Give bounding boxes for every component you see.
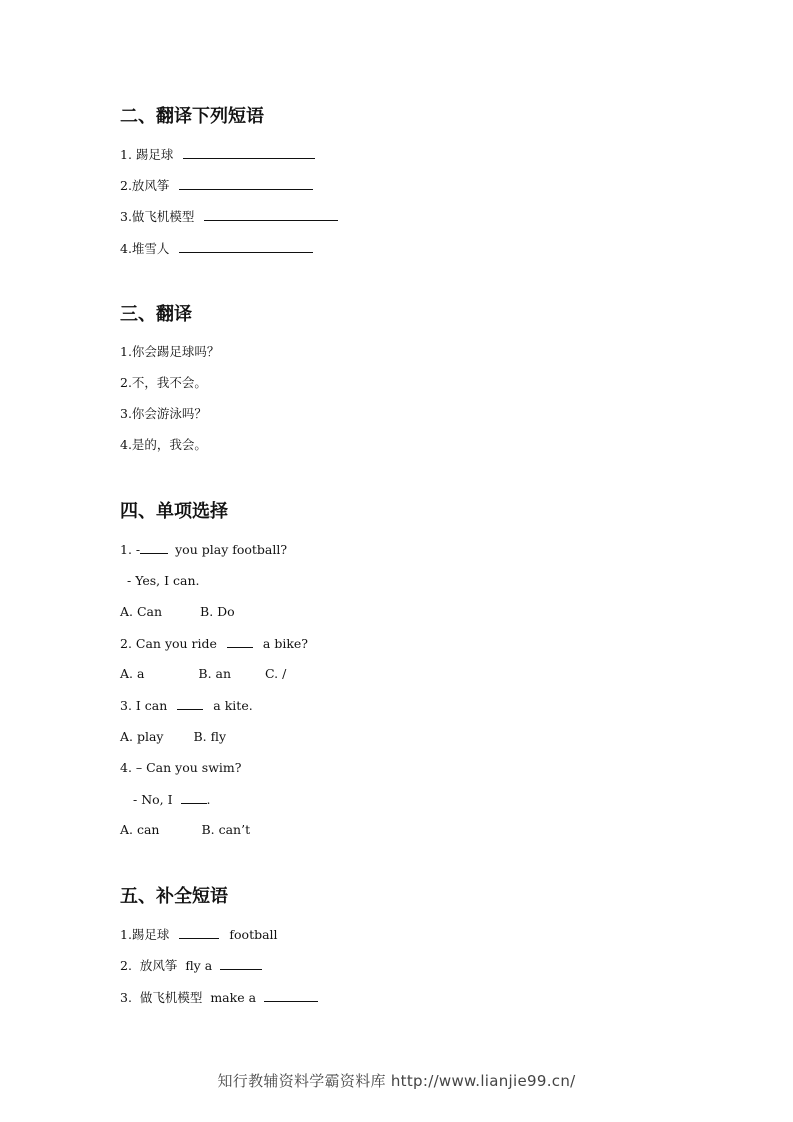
answer-blank — [179, 240, 313, 253]
q2-options — [120, 666, 286, 682]
item-text: 4.堆雪人 — [120, 241, 170, 256]
answer-blank — [183, 146, 315, 159]
section4-title: 四、单项选择 — [120, 501, 228, 522]
q4-options — [120, 822, 250, 838]
option-b: B. can’t — [201, 822, 251, 837]
q1-line — [120, 541, 287, 558]
section3-item-2: 2.不，我不会。 — [120, 375, 207, 390]
q2-line — [120, 635, 308, 652]
q3-pre: 3. I can — [120, 698, 168, 713]
section3-item-4: 4.是的，我会。 — [120, 437, 207, 452]
q1-pre: 1. - — [120, 542, 141, 557]
q4-reply — [133, 791, 211, 808]
item-post: football — [229, 927, 278, 942]
q1-options — [120, 604, 235, 620]
item-text: 3. 做飞机模型 make a — [120, 990, 257, 1005]
q1-post: you play football? — [175, 542, 288, 557]
section3-title: 三、翻译 — [120, 304, 192, 325]
answer-blank — [204, 208, 338, 221]
option-b: B. fly — [193, 729, 227, 744]
section2-title: 二、翻译下列短语 — [120, 106, 264, 127]
section2-item-4 — [120, 240, 313, 257]
footer-watermark: 知行教辅资料学霸资料库 http://www.lianjie99.cn/ — [217, 1072, 576, 1090]
item-text: 2. 放风筝 fly a — [120, 958, 213, 973]
section5-item-1 — [120, 926, 278, 943]
answer-blank — [264, 989, 318, 1002]
answer-blank — [179, 177, 313, 190]
section2-item-2 — [120, 177, 313, 194]
item-text: 1.踢足球 — [120, 927, 170, 942]
section5-item-2 — [120, 957, 262, 974]
section2-item-1 — [120, 146, 315, 163]
q1-reply: - Yes, I can. — [127, 573, 200, 588]
option-a: A. a — [120, 666, 145, 681]
q4-reply-pre: - No, I — [133, 792, 173, 807]
section2-item-3 — [120, 208, 338, 225]
q3-post: a kite. — [213, 698, 253, 713]
section5-item-3 — [120, 989, 318, 1006]
answer-blank — [179, 926, 219, 939]
item-text: 1. 踢足球 — [120, 147, 174, 162]
answer-blank — [177, 697, 203, 710]
option-a: A. play — [120, 729, 164, 744]
option-b: B. an — [198, 666, 232, 681]
option-b: B. Do — [200, 604, 235, 619]
q3-options — [120, 729, 226, 745]
answer-blank — [140, 541, 168, 554]
answer-blank — [181, 791, 207, 804]
q2-pre: 2. Can you ride — [120, 636, 217, 651]
section3-item-1: 1.你会踢足球吗？ — [120, 344, 220, 359]
q2-post: a bike? — [262, 636, 309, 651]
option-a: A. can — [120, 822, 160, 837]
option-c: C. / — [265, 666, 287, 681]
q4-line: 4. – Can you swim? — [120, 760, 242, 775]
answer-blank — [227, 635, 253, 648]
option-a: A. Can — [120, 604, 163, 619]
section5-title: 五、补全短语 — [120, 886, 228, 907]
q3-line — [120, 697, 253, 714]
section3-item-3: 3.你会游泳吗？ — [120, 406, 207, 421]
answer-blank — [220, 957, 262, 970]
q4-reply-post: . — [206, 792, 211, 807]
item-text: 3.做飞机模型 — [120, 209, 195, 224]
item-text: 2.放风筝 — [120, 178, 170, 193]
